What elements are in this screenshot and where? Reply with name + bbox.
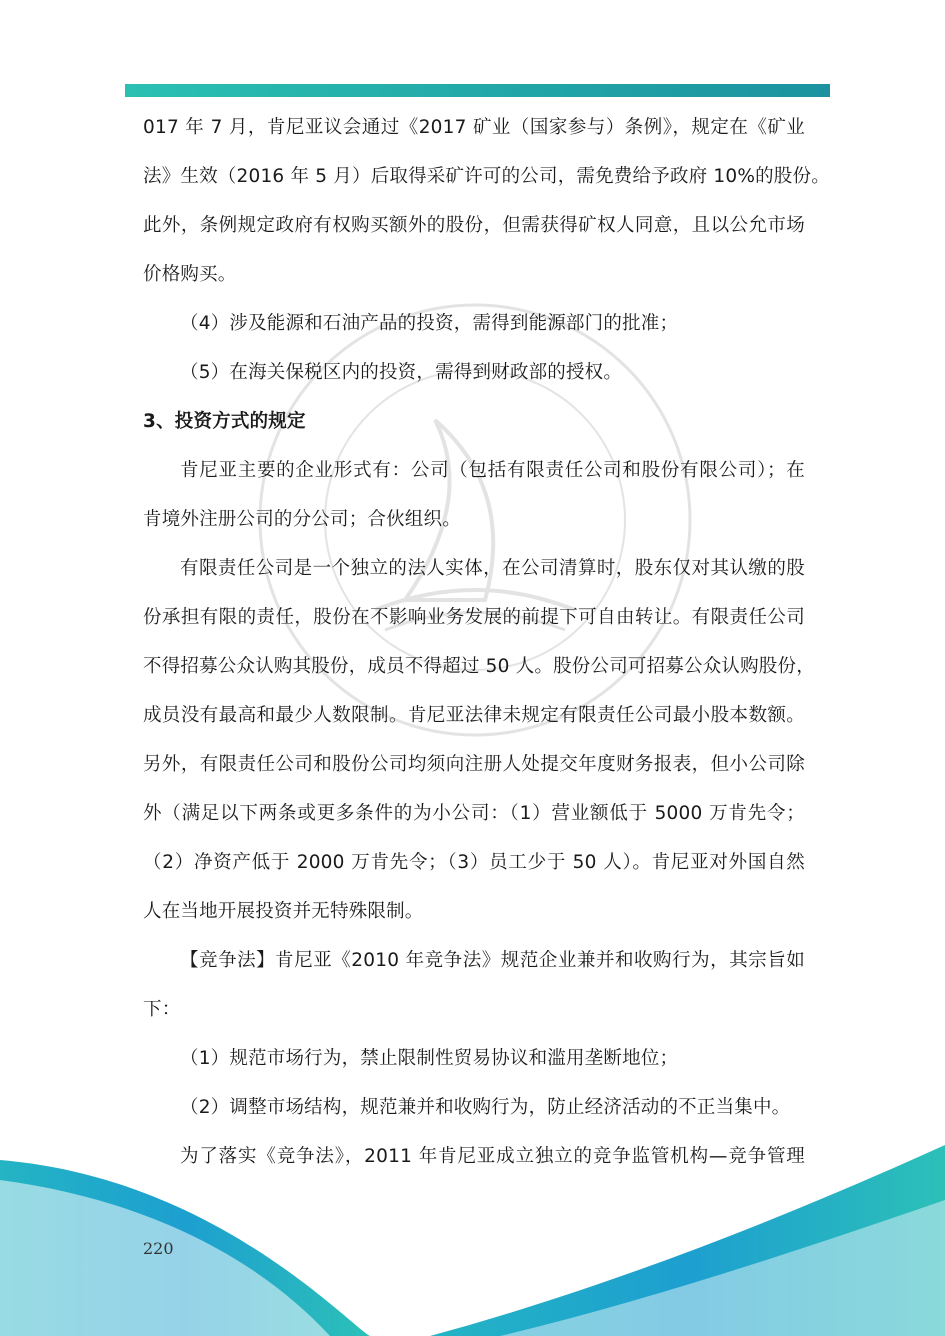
header-accent-bar: [125, 84, 830, 97]
page-number: 220: [143, 1239, 174, 1258]
text-line: （1）规范市场行为，禁止限制性贸易协议和滥用垄断地位；: [180, 1048, 679, 1069]
document-body: [143, 116, 830, 1194]
text-line: 另外，有限责任公司和股份公司均须向注册人处提交年度财务报表，但小公司除: [143, 754, 805, 775]
text-line: 法》生效（2016 年 5 月）后取得采矿许可的公司，需免费给予政府 10%的股份。: [143, 166, 830, 187]
text-line: 不得招募公众认购其股份，成员不得超过 50 人。股份公司可招募公众认购股份，: [143, 656, 815, 677]
text-line: 价格购买。: [143, 264, 237, 285]
text-line: 下：: [143, 999, 181, 1020]
text-line: （2）调整市场结构，规范兼并和收购行为，防止经济活动的不正当集中。: [180, 1097, 791, 1118]
text-line: （5）在海关保税区内的投资，需得到财政部的授权。: [180, 362, 623, 383]
text-line: 肯尼亚主要的企业形式有：公司（包括有限责任公司和股份有限公司）；在: [180, 460, 805, 481]
section-heading: 3、投资方式的规定: [143, 411, 306, 432]
text-line: 成员没有最高和最少人数限制。肯尼亚法律未规定有限责任公司最小股本数额。: [143, 705, 805, 726]
footer-wave-decoration: [0, 1140, 945, 1336]
text-line: （4）涉及能源和石油产品的投资，需得到能源部门的批准；: [180, 313, 679, 334]
text-line: 【竞争法】肯尼亚《2010 年竞争法》规范企业兼并和收购行为，其宗旨如: [180, 950, 805, 971]
text-line: 外（满足以下两条或更多条件的为小公司：（1）营业额低于 5000 万肯先令；: [143, 803, 805, 824]
text-line: 此外，条例规定政府有权购买额外的股份，但需获得矿权人同意，且以公允市场: [143, 215, 805, 236]
text-line: 份承担有限的责任，股份在不影响业务发展的前提下可自由转让。有限责任公司: [143, 607, 805, 628]
text-line: 为了落实《竞争法》，2011 年肯尼亚成立独立的竞争监管机构—竞争管理: [180, 1146, 805, 1167]
text-line: （2）净资产低于 2000 万肯先令；（3）员工少于 50 人）。肯尼亚对外国自然: [143, 852, 805, 873]
text-line: 肯境外注册公司的分公司；合伙组织。: [143, 509, 461, 530]
text-line: 人在当地开展投资并无特殊限制。: [143, 901, 424, 922]
text-line: 有限责任公司是一个独立的法人实体，在公司清算时，股东仅对其认缴的股: [180, 558, 805, 579]
text-line: 017 年 7 月，肯尼亚议会通过《2017 矿业（国家参与）条例》，规定在《矿业: [143, 117, 805, 138]
